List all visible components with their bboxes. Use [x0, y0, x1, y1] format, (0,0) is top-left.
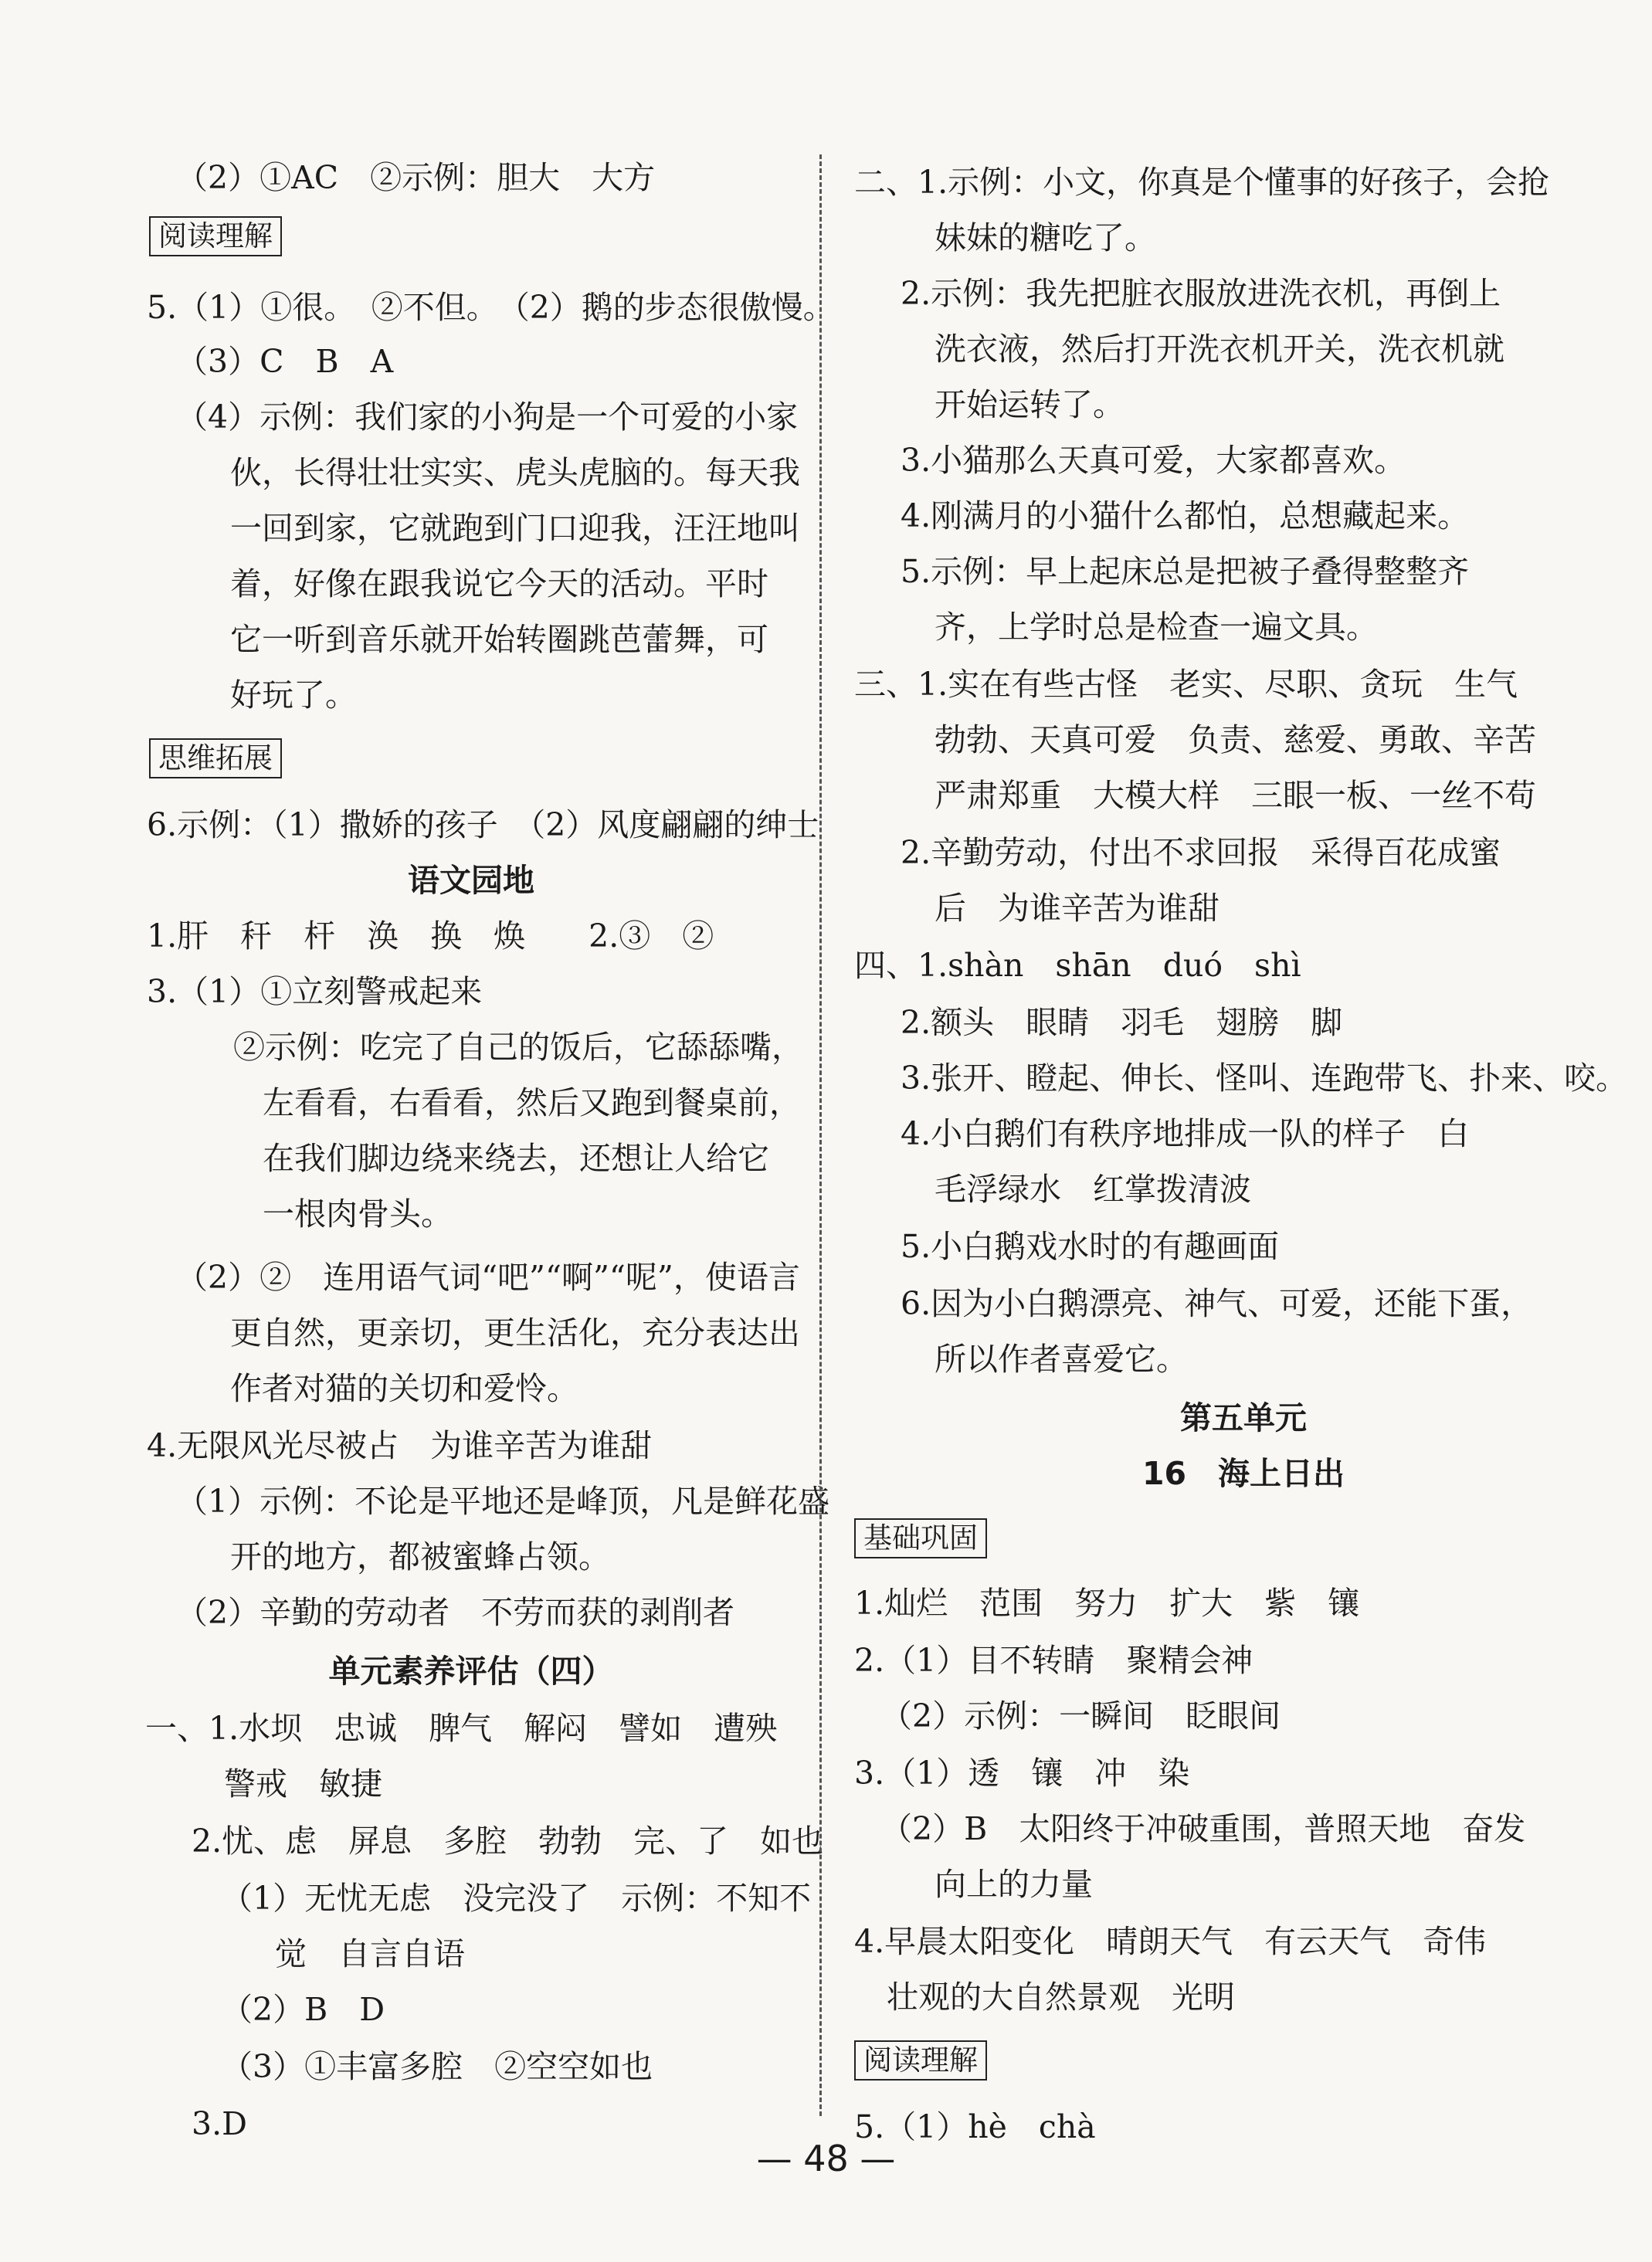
answer-line: （3）①丰富多腔 ②空空如也: [221, 2048, 653, 2085]
answer-line: 1.肝 秆 杆 涣 换 焕 2.③ ②: [147, 917, 714, 955]
lesson-heading: 16 海上日出: [1141, 1455, 1345, 1492]
page-number: — 48 —: [756, 2138, 896, 2179]
answer-line: 勃勃、天真可爱 负责、慈爱、勇敢、辛苦: [935, 721, 1536, 758]
answer-line: 壮观的大自然景观 光明: [887, 1979, 1235, 2016]
answer-line: 开的地方，都被蜜蜂占领。: [230, 1538, 610, 1575]
section-label-reading: 阅读理解: [149, 216, 282, 256]
answer-line: 2.（1）目不转睛 聚精会神: [854, 1642, 1253, 1679]
answer-line: 2.额头 眼睛 羽毛 翅膀 脚: [901, 1004, 1343, 1041]
section-label-thinking: 思维拓展: [149, 738, 282, 778]
answer-line: （2）② 连用语气词“吧”“啊”“呢”，使语言: [176, 1259, 800, 1296]
answer-line: 齐，上学时总是检查一遍文具。: [935, 609, 1378, 646]
answer-line: （2）B D: [221, 1991, 385, 2028]
answer-line: 向上的力量: [935, 1866, 1093, 1903]
answer-line: 6.示例：（1）撒娇的孩子 （2）风度翩翩的绅士: [147, 806, 819, 843]
answer-line: 三、1.实在有些古怪 老实、尽职、贪玩 生气: [854, 666, 1518, 703]
answer-line: 4.早晨太阳变化 晴朗天气 有云天气 奇伟: [854, 1923, 1487, 1960]
answer-line: 妹妹的糖吃了。: [935, 219, 1156, 256]
answer-line: （2）①AC ②示例：胆大 大方: [176, 159, 656, 196]
answer-line: 3.D: [192, 2105, 247, 2142]
answer-line: 一回到家，它就跑到门口迎我，汪汪地叫: [230, 510, 800, 547]
answer-line: 警戒 敏捷: [224, 1765, 382, 1802]
answer-line: （2）B 太阳终于冲破重围，普照天地 奋发: [880, 1810, 1526, 1847]
answer-line: 伙，长得壮壮实实、虎头虎脑的。每天我: [230, 454, 800, 491]
answer-line: （3）C B A: [176, 343, 394, 380]
answer-line: 严肃郑重 大模大样 三眼一板、一丝不苟: [935, 777, 1536, 814]
section-heading: 语文园地: [408, 862, 534, 899]
answer-line: 4.刚满月的小猫什么都怕，总想藏起来。: [901, 497, 1470, 534]
answer-line: 洗衣液，然后打开洗衣机开关，洗衣机就: [935, 331, 1504, 368]
section-heading: 单元素养评估（四）: [328, 1653, 614, 1690]
answer-line: 2.忧、虑 屏息 多腔 勃勃 完、了 如也: [192, 1823, 824, 1860]
answer-line: 2.示例：我先把脏衣服放进洗衣机，再倒上: [901, 275, 1501, 312]
column-divider: [819, 154, 822, 2116]
answer-line: 一根肉骨头。: [263, 1195, 453, 1233]
answer-line: 后 为谁辛苦为谁甜: [935, 890, 1219, 927]
section-label-reading: 阅读理解: [854, 2040, 987, 2081]
answer-line: 4.小白鹅们有秩序地排成一队的样子 白: [901, 1115, 1470, 1152]
answer-line: 5.示例：早上起床总是把被子叠得整整齐: [901, 553, 1470, 590]
answer-line: （1）示例：不论是平地还是峰顶，凡是鲜花盛: [176, 1483, 830, 1520]
answer-line: 5.小白鹅戏水时的有趣画面: [901, 1228, 1280, 1265]
unit-heading: 第五单元: [1180, 1399, 1307, 1436]
answer-line: （2）辛勤的劳动者 不劳而获的剥削者: [176, 1594, 735, 1631]
answer-line: ②示例：吃完了自己的饭后，它舔舔嘴，: [233, 1029, 803, 1066]
answer-line: 四、1.shàn shān duó shì: [854, 947, 1301, 984]
answer-line: （1）无忧无虑 没完没了 示例：不知不: [221, 1880, 812, 1917]
answer-line: 3.（1）①立刻警戒起来: [147, 973, 483, 1010]
answer-line: 3.小猫那么天真可爱，大家都喜欢。: [901, 442, 1406, 479]
answer-line: 更自然，更亲切，更生活化，充分表达出: [230, 1314, 800, 1351]
answer-line: 着，好像在跟我说它今天的活动。平时: [230, 565, 768, 602]
answer-line: 5.（1）①很。 ②不但。 （2）鹅的步态很傲慢。: [147, 289, 835, 326]
answer-line: 好玩了。: [230, 677, 357, 714]
answer-line: 4.无限风光尽被占 为谁辛苦为谁甜: [147, 1427, 653, 1464]
answer-line: 二、1.示例：小文，你真是个懂事的好孩子，会抢: [854, 164, 1550, 201]
answer-line: 左看看，右看看，然后又跑到餐桌前，: [263, 1084, 801, 1121]
answer-line: 1.灿烂 范围 努力 扩大 紫 镶: [854, 1585, 1360, 1622]
answer-line: 它一听到音乐就开始转圈跳芭蕾舞，可: [230, 621, 768, 658]
answer-line: 所以作者喜爱它。: [935, 1341, 1188, 1378]
answer-line: 3.张开、瞪起、伸长、怪叫、连跑带飞、扑来、咬。: [901, 1060, 1628, 1097]
answer-line: 一、1.水坝 忠诚 脾气 解闷 譬如 遭殃: [145, 1710, 778, 1747]
answer-line: 开始运转了。: [935, 386, 1125, 423]
section-label-basic: 基础巩固: [854, 1518, 987, 1558]
answer-line: （2）示例：一瞬间 眨眼间: [880, 1697, 1281, 1735]
answer-line: （4）示例：我们家的小狗是一个可爱的小家: [176, 398, 799, 436]
answer-line: 2.辛勤劳动，付出不求回报 采得百花成蜜: [901, 834, 1501, 871]
answer-line: 5.（1）hè chà: [854, 2108, 1096, 2145]
answer-line: 作者对猫的关切和爱怜。: [230, 1370, 578, 1407]
answer-line: 毛浮绿水 红掌拨清波: [935, 1171, 1251, 1208]
answer-line: 6.因为小白鹅漂亮、神气、可爱，还能下蛋，: [901, 1285, 1533, 1322]
answer-line: 觉 自言自语: [275, 1935, 465, 1972]
answer-line: 3.（1）透 镶 冲 染: [854, 1755, 1190, 1792]
answer-line: 在我们脚边绕来绕去，还想让人给它: [263, 1140, 769, 1177]
